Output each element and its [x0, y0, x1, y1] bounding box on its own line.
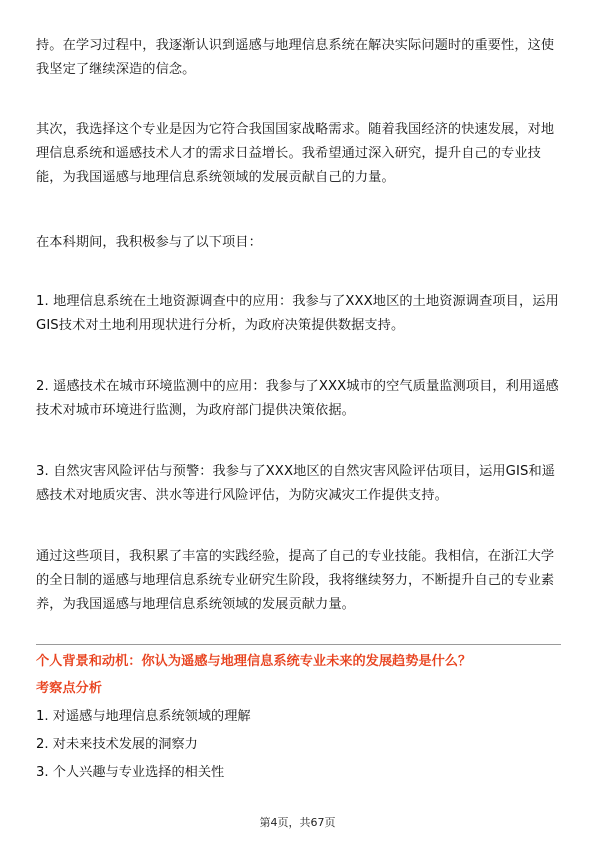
analysis-point-2: 2. 对未来技术发展的洞察力: [36, 737, 198, 752]
paragraph-motivation: 其次，我选择这个专业是因为它符合我国国家战略需求。随着我国经济的快速发展，对地理信息系统和遥感技术人才的需求日益增长。我希望通过深入研究，提升自己的专业技能，为我国遥感与地理信息系统领域的发展贡献自己的力量。: [36, 122, 555, 185]
paragraph-project-3: 3. 自然灾害风险评估与预警：我参与了XXX地区的自然灾害风险评估项目，运用GIS和遥感技术对地质灾害、洪水等进行风险评估，为防灾减灾工作提供支持。: [36, 464, 556, 503]
paragraph-project-1: 1. 地理信息系统在土地资源调查中的应用：我参与了XXX地区的土地资源调查项目，运用GIS技术对土地利用现状进行分析，为政府决策提供数据支持。: [36, 294, 559, 333]
analysis-title: 考察点分析: [36, 681, 102, 696]
paragraph-projects-intro: 在本科期间，我积极参与了以下项目：: [36, 235, 262, 250]
page-number-footer: 第4页，共67页: [259, 816, 336, 829]
paragraph-conclusion: 通过这些项目，我积累了丰富的实践经验，提高了自己的专业技能。我相信，在浙江大学的全日制的遥感与地理信息系统专业研究生阶段，我将继续努力，不断提升自己的专业素养，为我国遥感与地理信息系统领域的发展贡献力量。: [36, 549, 555, 612]
section-divider: [36, 644, 561, 645]
paragraph-project-2: 2. 遥感技术在城市环境监测中的应用：我参与了XXX城市的空气质量监测项目，利用遥感技术对城市环境进行监测，为政府部门提供决策依据。: [36, 379, 559, 418]
paragraph-continuation: 持。在学习过程中，我逐渐认识到遥感与地理信息系统在解决实际问题时的重要性，这使我坚定了继续深造的信念。: [36, 38, 555, 77]
interview-question: 个人背景和动机：你认为遥感与地理信息系统专业未来的发展趋势是什么？: [36, 654, 472, 669]
analysis-point-3: 3. 个人兴趣与专业选择的相关性: [36, 765, 225, 780]
analysis-point-1: 1. 对遥感与地理信息系统领域的理解: [36, 709, 251, 724]
